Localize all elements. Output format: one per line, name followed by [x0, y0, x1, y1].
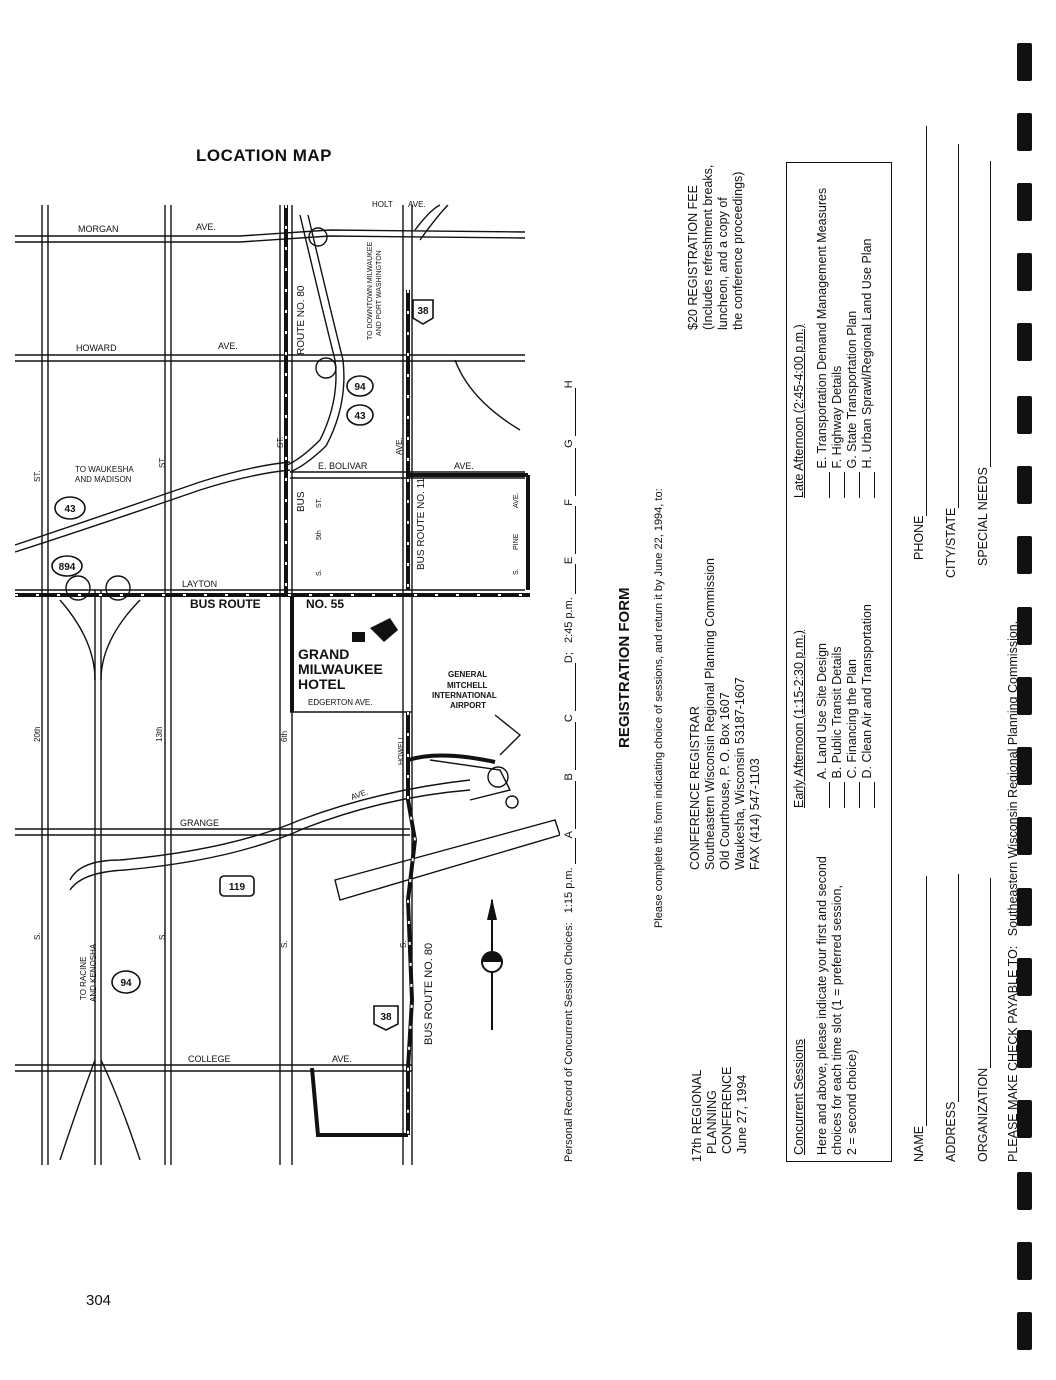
street-label: HOWELL [398, 735, 405, 765]
street-label: COLLEGE [188, 1054, 231, 1064]
street-label: ST. [276, 436, 285, 448]
bus-route-label: NO. 55 [306, 597, 345, 611]
street-label: ST. [158, 456, 167, 468]
late-heading: Late Afternoon (2:45-4:00 p.m.) [792, 324, 806, 498]
margin-mark [1017, 396, 1032, 434]
margin-mark [1017, 253, 1032, 291]
airport-label: INTERNATIONAL [432, 691, 497, 700]
map-title: LOCATION MAP [196, 146, 333, 165]
city-state-field[interactable]: CITY/STATE [944, 144, 959, 578]
margin-mark [1017, 466, 1032, 504]
session-f[interactable]: F. Highway Details [830, 188, 845, 498]
street-label: HOLT [372, 200, 393, 209]
hotel-building [370, 618, 398, 642]
direction-label: TO WAUKESHA [75, 465, 134, 474]
street-label: E. BOLIVAR [318, 461, 368, 471]
payable-label: PLEASE MAKE CHECK PAYABLE TO: [1006, 945, 1020, 1162]
hwy-38-label: 38 [380, 1012, 392, 1023]
session-record-line: Personal Record of Concurrent Session Choices: 1:15 p.m. A B C D; 2:45 p.m. E F G H [563, 380, 575, 1162]
street-label: 6th [280, 730, 289, 742]
street-label: S. [399, 940, 408, 948]
conference-info: 17th REGIONAL PLANNING CONFERENCE June 27, 1994 [690, 1066, 749, 1162]
payable-to: Southeastern Wisconsin Regional Planning Commission. [1006, 620, 1020, 937]
concurrent-sessions: Concurrent Sessions Here and above, please indicate your first and second choices for each time slot (1 = preferred session, 2 = second choice) [792, 856, 859, 1155]
session-c[interactable]: C. Financing the Plan [845, 604, 860, 808]
street-label: LAYTON [182, 579, 218, 589]
margin-mark [1017, 1242, 1032, 1280]
margin-mark [1017, 1172, 1032, 1210]
street-label: PINE [513, 533, 520, 550]
session-e[interactable]: E. Transportation Demand Management Measures [815, 188, 830, 498]
direction-label: AND KENOSHA [89, 943, 98, 1002]
airport-label: GENERAL [448, 670, 488, 679]
early-heading: Early Afternoon (1:15-2:30 p.m.) [792, 630, 806, 808]
session-b[interactable]: B. Public Transit Details [830, 604, 845, 808]
name-field[interactable]: NAME [912, 876, 927, 1162]
session-h[interactable]: H. Urban Sprawl/Regional Land Use Plan [860, 188, 875, 498]
hwy-43-label: 43 [64, 504, 76, 515]
hwy-38-label: 38 [417, 306, 429, 317]
margin-mark [1017, 183, 1032, 221]
street-label: ST. [316, 497, 323, 508]
early-afternoon [792, 604, 875, 808]
street-label: AVE. [513, 492, 520, 508]
street-label: AVE. [332, 1054, 352, 1064]
street-label: 13th [155, 726, 164, 742]
street-label: AVE. [349, 787, 370, 802]
street-label: S. [513, 568, 520, 575]
special-needs-field[interactable]: SPECIAL NEEDS [976, 161, 991, 566]
hwy-43-label: 43 [354, 411, 366, 422]
hotel-label: MILWAUKEE [298, 661, 383, 677]
hotel-label: GRAND [298, 646, 350, 662]
route-label: ROUTE NO. 80 [296, 285, 307, 355]
street-label: AVE. [218, 341, 238, 351]
street-label: S. [280, 940, 289, 948]
route-label: BUS ROUTE NO. 80 [423, 942, 435, 1045]
street-label: HOWARD [76, 343, 117, 353]
street-label: 5th [316, 530, 323, 540]
direction-label: TO RACINE [79, 956, 88, 1000]
registrar-info: CONFERENCE REGISTRAR Southeastern Wisconsin Regional Planning Commission Old Courthouse, P. O. Box 1607 Waukesha, Wisconsin 53187-1607 FAX (414) 547-1103 [688, 558, 762, 870]
hwy-94-label: 94 [120, 978, 132, 989]
hwy-94-label: 94 [354, 382, 366, 393]
margin-mark [1017, 1312, 1032, 1350]
street-label: S. [33, 932, 42, 940]
organization-field[interactable]: ORGANIZATION [976, 878, 991, 1162]
page-number: 304 [86, 1292, 112, 1309]
street-label: AVE. [454, 461, 474, 471]
north-arrow-icon [482, 898, 502, 1030]
address-field[interactable]: ADDRESS [944, 874, 959, 1162]
margin-mark [1017, 323, 1032, 361]
direction-label: AND PORT WASHINGTON [376, 250, 383, 336]
street-label: GRANGE [180, 818, 220, 828]
hwy-119-label: 119 [228, 882, 246, 893]
location-map [0, 0, 560, 1200]
concurrent-heading: Concurrent Sessions [792, 1038, 806, 1155]
margin-mark [1017, 536, 1032, 574]
street-label: S. [158, 932, 167, 940]
phone-field[interactable]: PHONE [912, 126, 927, 560]
street-label: ST. [33, 470, 42, 482]
record-label: Personal Record of Concurrent Session Choices: [563, 922, 575, 1162]
airport-label: AIRPORT [450, 701, 486, 710]
route-label: BUS ROUTE NO. 11 [416, 477, 427, 570]
street-label: AVE. [408, 200, 426, 209]
payable-line [1006, 621, 1021, 1162]
direction-label: AND MADISON [75, 475, 132, 484]
session-a[interactable]: A. Land Use Site Design [815, 604, 830, 808]
late-afternoon [792, 188, 875, 498]
hotel-label: HOTEL [298, 676, 346, 692]
bus-route-label: BUS ROUTE [190, 597, 261, 611]
margin-mark [1017, 113, 1032, 151]
street-label: S. [316, 569, 323, 576]
street-label: MORGAN [78, 224, 119, 234]
form-instructions: Please complete this form indicating choice of sessions, and return it by June 22, 1994, to: [653, 488, 665, 928]
route-label: BUS [296, 491, 307, 512]
street-label: 20th [33, 726, 42, 742]
airport-label: MITCHELL [447, 681, 488, 690]
registration-fee: $20 REGISTRATION FEE (Includes refreshment breaks, luncheon, and a copy of the conference proceedings) [686, 164, 745, 330]
street-label: AVE. [395, 437, 404, 455]
session-d[interactable]: D. Clean Air and Transportation [860, 604, 875, 808]
hwy-894-label: 894 [58, 562, 76, 573]
form-title: REGISTRATION FORM [616, 587, 633, 748]
margin-mark [1017, 43, 1032, 81]
session-g[interactable]: G. State Transportation Plan [845, 188, 860, 498]
street-label: EDGERTON AVE. [308, 698, 373, 707]
direction-label: TO DOWNTOWN MILWAUKEE [367, 241, 374, 340]
hotel-marker [352, 632, 365, 642]
street-label: AVE. [196, 222, 216, 232]
